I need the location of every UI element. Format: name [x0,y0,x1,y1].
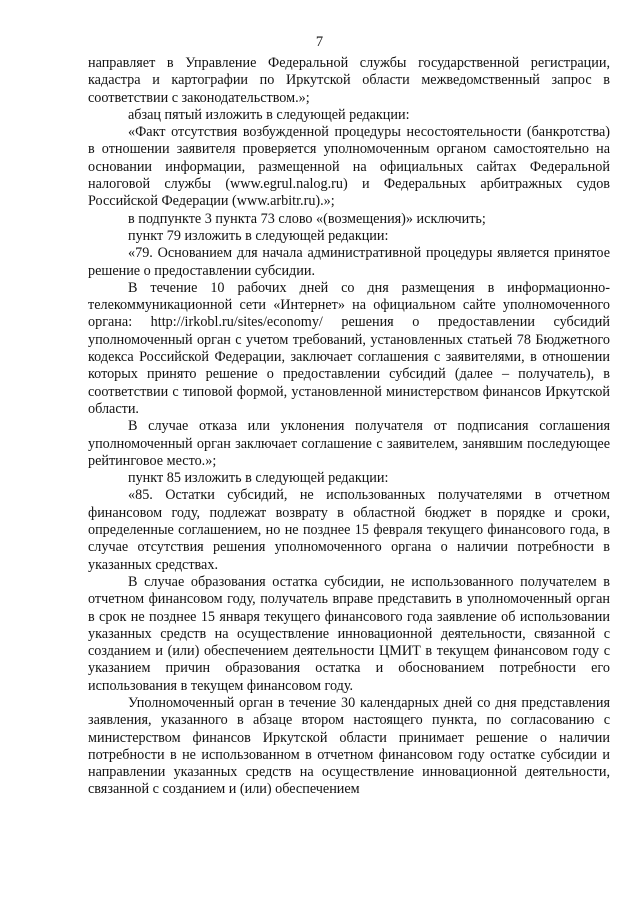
paragraph: пункт 79 изложить в следующей редакции: [128,227,389,244]
paragraph: в подпункте 3 пункта 73 слово «(возмещения)» исключить; [128,210,486,227]
paragraph: «79. Основанием для начала административной процедуры является принятое решение о предоставлении субсидии. [88,245,610,279]
paragraph: пункт 85 изложить в следующей редакции: [128,470,389,487]
paragraph: В случае образования остатка субсидии, не использованного получателем в отчетном финансовом году, получатель вправе представить в уполномоченный орган в срок не позднее 15 января текущего финансового года заявление об использовании указанных средств на осуществление инновационной деятельности, связанной с созданием и (или) обеспечением деятельности ЦМИТ в текущем финансовом году с указанием причин образования остатка и обоснованием потребности его использования в текущем финансовом году. [88,573,610,694]
paragraph: абзац пятый изложить в следующей редакции: [128,106,410,123]
page-number: 7 [315,34,324,50]
document-body [88,55,610,799]
paragraph: Уполномоченный орган в течение 30 календарных дней со дня представления заявления, указанного в абзаце втором настоящего пункта, по согласованию с министерством финансов Иркутской области принимает решение о наличии потребности в не использованном в отчетном финансовом году остатке субсидии и направлении указанных средств на осуществление инновационной деятельности, связанной с созданием и (или) обеспечением [88,694,610,798]
paragraph: «85. Остатки субсидий, не использованных получателями в отчетном финансовом году, подлежат возврату в областной бюджет в порядке и сроки, определенные соглашением, но не позднее 15 февраля текущего финансового года, в случае отсутствия решения уполномоченного органа о наличии потребности в указанных средствах. [88,487,610,573]
paragraph: направляет в Управление Федеральной службы государственной регистрации, кадастра и картографии по Иркутской области межведомственный запрос в соответствии с законодательством.»; [88,55,610,106]
paragraph: В течение 10 рабочих дней со дня размещения в информационно-телекоммуникационной сети «Интернет» на официальном сайте уполномоченного органа: http://irkobl.ru/sites/economy/ решения о предоставлении субсидий уполномоченный орган с учетом требований, установленных статьей 78 Бюджетного кодекса Российской Федерации, заключает соглашения с заявителями, в отношении которых принято решение о предоставлении субсидий (далее – получатель), в соответствии с типовой формой, установленной министерством финансов Иркутской области. [88,279,610,417]
paragraph: В случае отказа или уклонения получателя от подписания соглашения уполномоченный орган заключает соглашение с заявителем, занявшим последующее рейтинговое место.»; [88,418,610,469]
paragraph: «Факт отсутствия возбужденной процедуры несостоятельности (банкротства) в отношении заявителя проверяется уполномоченным органом самостоятельно на основании информации, размещенной на официальных сайтах Федеральной налоговой службы (www.egrul.nalog.ru) и Федеральных арбитражных судов Российской Федерации (www.arbitr.ru).»; [88,124,610,210]
